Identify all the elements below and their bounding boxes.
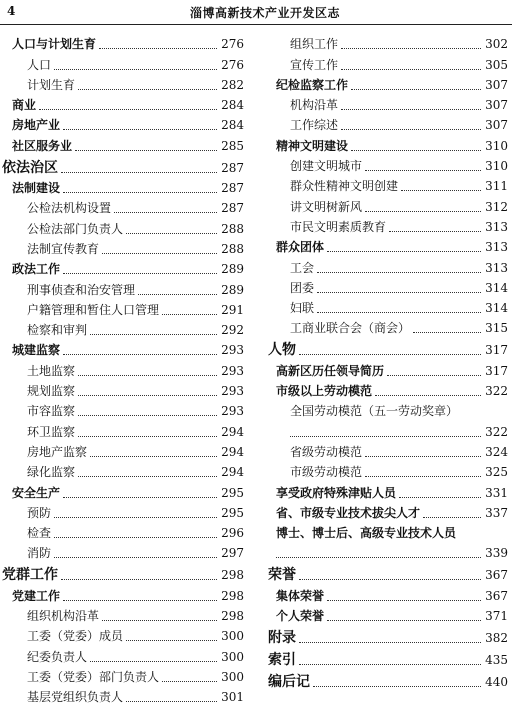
toc-entry: [262, 603, 508, 623]
toc-leader-dots: [63, 273, 217, 274]
toc-entry-title: 编后记: [268, 674, 310, 691]
toc-entry-page: 285: [221, 138, 244, 153]
toc-leader-dots: [75, 150, 217, 151]
toc-leader-dots: [389, 231, 481, 232]
toc-entry-page: 382: [485, 631, 508, 646]
toc-entry-page: 313: [485, 240, 508, 255]
toc-entry-title: 个人荣誉: [276, 609, 325, 624]
toc-entry: [262, 295, 508, 315]
toc-left-column: [0, 31, 244, 704]
toc-entry-title: 妇联: [290, 301, 315, 316]
toc-leader-dots: [423, 517, 481, 518]
toc-leader-dots: [78, 395, 217, 396]
toc-leader-dots: [126, 701, 217, 702]
toc-leader-dots: [299, 579, 481, 580]
toc-entry: [0, 603, 244, 623]
toc-entry-title: 绿化监察: [27, 465, 76, 480]
toc-entry: [262, 51, 508, 71]
toc-entry-page: 284: [221, 118, 244, 133]
toc-entry-title: 公检法部门负责人: [27, 221, 124, 236]
toc-entry: [0, 337, 244, 357]
toc-entry: [0, 560, 244, 582]
toc-entry-title: 组织机构沿革: [27, 609, 100, 624]
toc-leader-dots: [317, 312, 481, 313]
toc-entry-title: 团委: [290, 280, 315, 295]
toc-entry-title: 户籍管理和暂住人口管理: [27, 302, 160, 317]
toc-entry-page: 307: [485, 77, 508, 92]
toc-entry-page: 287: [221, 160, 244, 175]
toc-entry: [0, 479, 244, 499]
toc-entry: [262, 582, 508, 602]
toc-entry-title: 预防: [27, 505, 52, 520]
toc-leader-dots: [61, 579, 217, 580]
toc-entry-page: 293: [221, 384, 244, 399]
toc-leader-dots: [327, 620, 481, 621]
toc-entry: [0, 317, 244, 337]
toc-leader-dots: [162, 314, 217, 315]
toc-leader-dots: [162, 681, 217, 682]
toc-entry-title: 人物: [268, 342, 296, 359]
toc-leader-dots: [413, 332, 481, 333]
toc-entry-page: 311: [485, 179, 508, 194]
toc-entry: [262, 153, 508, 173]
toc-entry-title: 市民文明素质教育: [290, 219, 387, 234]
toc-entry: [262, 72, 508, 92]
toc-entry-page: 337: [485, 505, 508, 520]
toc-entry-title: 全国劳动模范（五一劳动奖章）: [290, 404, 459, 419]
toc-entry-title: 工委（党委）部门负责人: [27, 669, 160, 684]
toc-leader-dots: [78, 436, 217, 437]
toc-entry-page: 315: [485, 321, 508, 336]
toc-leader-dots: [327, 251, 481, 252]
toc-entry: [262, 132, 508, 152]
toc-entry: [0, 540, 244, 560]
toc-leader-dots: [78, 89, 217, 90]
toc-entry-page: 339: [485, 546, 508, 561]
toc-leader-dots: [90, 456, 217, 457]
toc-leader-dots: [341, 129, 481, 130]
toc-entry-title: 群众性精神文明创建: [290, 179, 399, 194]
toc-entry-page: 322: [485, 384, 508, 399]
toc-entry: [262, 645, 508, 667]
toc-entry: [0, 378, 244, 398]
toc-entry-title: 荣誉: [268, 567, 296, 584]
toc-entry-title: 城建监察: [12, 343, 61, 358]
toc-entry-page: 293: [221, 343, 244, 358]
toc-entry: [0, 132, 244, 152]
toc-entry: [0, 215, 244, 235]
toc-entry: [262, 92, 508, 112]
toc-entry-title: 附录: [268, 630, 296, 647]
toc-leader-dots: [341, 48, 481, 49]
toc-entry-title: 高新区历任领导简历: [276, 363, 385, 378]
toc-leader-dots: [351, 89, 481, 90]
toc-entry: [0, 684, 244, 704]
toc-entry-page: 435: [485, 653, 508, 668]
toc-entry-page: 324: [485, 444, 508, 459]
toc-entry: [0, 664, 244, 684]
toc-entry: [262, 520, 508, 540]
toc-entry: [0, 500, 244, 520]
toc-entry: [262, 459, 508, 479]
toc-entry-title: 纪检监察工作: [276, 77, 349, 92]
toc-leader-dots: [401, 190, 481, 191]
toc-entry-page: 440: [485, 675, 508, 690]
toc-entry-page: 287: [221, 181, 244, 196]
toc-entry-title: 政法工作: [12, 262, 61, 277]
toc-entry-page: 314: [485, 301, 508, 316]
toc-entry-page: 325: [485, 465, 508, 480]
toc-entry: [262, 315, 508, 335]
toc-entry-title: 安全生产: [12, 485, 61, 500]
toc-entry-title: 创建文明城市: [290, 159, 363, 174]
toc-entry-title: 社区服务业: [12, 138, 73, 153]
toc-entry-page: 302: [485, 37, 508, 52]
toc-entry-title: 土地监察: [27, 363, 76, 378]
toc-entry: [0, 72, 244, 92]
toc-leader-dots: [90, 334, 217, 335]
toc-entry-page: 305: [485, 57, 508, 72]
toc-entry-page: 322: [485, 424, 508, 439]
toc-entry-page: 310: [485, 159, 508, 174]
toc-leader-dots: [63, 497, 217, 498]
toc-leader-dots: [290, 436, 481, 437]
toc-entry: [0, 112, 244, 132]
toc-entry-page: 293: [221, 363, 244, 378]
toc-entry-title: 集体荣誉: [276, 588, 325, 603]
toc-entry: [0, 357, 244, 377]
toc-entry-page: 276: [221, 37, 244, 52]
toc-entry-page: 294: [221, 465, 244, 480]
toc-entry-title: 公检法机构设置: [27, 201, 112, 216]
toc-entry: [262, 667, 508, 689]
toc-entry-page: 307: [485, 118, 508, 133]
toc-entry-title: 省级劳动模范: [290, 444, 363, 459]
toc-leader-dots: [317, 292, 481, 293]
toc-entry-title: 检查: [27, 526, 52, 541]
toc-entry: [0, 297, 244, 317]
toc-entry-title: 党群工作: [2, 567, 58, 584]
toc-entry: [262, 275, 508, 295]
toc-entry: [0, 276, 244, 296]
toc-entry-title: 市级以上劳动模范: [276, 384, 373, 399]
toc-leader-dots: [341, 69, 481, 70]
toc-entry-page: 296: [221, 526, 244, 541]
toc-entry-title: 房地产监察: [27, 444, 88, 459]
toc-leader-dots: [387, 375, 481, 376]
toc-entry-page: 276: [221, 57, 244, 72]
toc-entry-title: 市级劳动模范: [290, 465, 363, 480]
book-title: 淄博高新技术产业开发区志: [190, 6, 341, 20]
toc-entry-title: 工作综述: [290, 118, 339, 133]
toc-leader-dots: [90, 661, 217, 662]
toc-leader-dots: [54, 537, 217, 538]
toc-entry-title: 讲文明树新风: [290, 199, 363, 214]
toc-entry-page: 293: [221, 404, 244, 419]
toc-entry-title: 市容监察: [27, 404, 76, 419]
toc-entry: [0, 31, 244, 51]
toc-leader-dots: [276, 557, 481, 558]
toc-entry-title: 工委（党委）成员: [27, 629, 124, 644]
toc-entry: [262, 214, 508, 234]
toc-leader-dots: [327, 600, 481, 601]
toc-right-column: [262, 31, 508, 689]
toc-entry-page: 294: [221, 444, 244, 459]
toc-entry-title: 宣传工作: [290, 57, 339, 72]
toc-leader-dots: [299, 664, 481, 665]
toc-entry-page: 288: [221, 241, 244, 256]
toc-leader-dots: [351, 150, 481, 151]
toc-entry-page: 298: [221, 588, 244, 603]
toc-entry: [262, 398, 508, 418]
toc-entry-title: 环卫监察: [27, 424, 76, 439]
toc-entry-page: 367: [485, 588, 508, 603]
toc-leader-dots: [399, 497, 481, 498]
toc-entry-page: 295: [221, 505, 244, 520]
toc-entry: [262, 173, 508, 193]
toc-entry-page: 331: [485, 485, 508, 500]
toc-entry-title: 群众团体: [276, 240, 325, 255]
toc-leader-dots: [102, 620, 217, 621]
toc-entry-page: 295: [221, 485, 244, 500]
toc-entry-page: 298: [221, 609, 244, 624]
toc-leader-dots: [375, 395, 481, 396]
toc-leader-dots: [299, 642, 481, 643]
toc-entry: [262, 623, 508, 645]
toc-entry-page: 287: [221, 201, 244, 216]
toc-entry: [0, 643, 244, 663]
toc-entry: [0, 623, 244, 643]
toc-entry: [262, 418, 508, 438]
toc-entry: [0, 51, 244, 71]
toc-leader-dots: [365, 170, 481, 171]
toc-entry-page: 301: [221, 690, 244, 704]
toc-entry-title: 检察和审判: [27, 323, 88, 338]
toc-entry: [0, 153, 244, 175]
toc-entry: [0, 256, 244, 276]
toc-entry-title: 工商业联合会（商会）: [290, 321, 411, 336]
toc-entry: [262, 234, 508, 254]
toc-entry-title: 党建工作: [12, 588, 61, 603]
toc-entry-page: 284: [221, 98, 244, 113]
toc-entry: [262, 439, 508, 459]
toc-entry-page: 291: [221, 302, 244, 317]
toc-entry-title: 基层党组织负责人: [27, 690, 124, 704]
toc-leader-dots: [54, 557, 217, 558]
toc-entry: [262, 479, 508, 499]
toc-entry: [0, 459, 244, 479]
toc-entry-title: 工会: [290, 260, 315, 275]
toc-entry: [262, 560, 508, 582]
toc-entry-page: 300: [221, 669, 244, 684]
toc-leader-dots: [313, 686, 481, 687]
toc-entry: [262, 31, 508, 51]
toc-entry-page: 282: [221, 77, 244, 92]
toc-entry-title: 法制宣传教育: [27, 241, 100, 256]
toc-entry-page: 289: [221, 262, 244, 277]
toc-entry-page: 317: [485, 363, 508, 378]
toc-leader-dots: [63, 192, 217, 193]
toc-entry-page: 289: [221, 282, 244, 297]
page-header: [0, 0, 512, 25]
toc-leader-dots: [54, 517, 217, 518]
toc-entry-title: 省、市级专业技术拔尖人才: [276, 505, 421, 520]
toc-entry-page: 313: [485, 219, 508, 234]
toc-entry-title: 房地产业: [12, 118, 61, 133]
toc-entry-page: 297: [221, 546, 244, 561]
toc-entry-title: 博士、博士后、高级专业技术人员: [276, 526, 457, 541]
toc-entry: [0, 439, 244, 459]
toc-entry-page: 300: [221, 649, 244, 664]
toc-entry: [262, 193, 508, 213]
toc-entry: [262, 335, 508, 357]
toc-entry-page: 371: [485, 609, 508, 624]
toc-leader-dots: [78, 476, 217, 477]
toc-entry-page: 313: [485, 260, 508, 275]
toc-leader-dots: [54, 69, 217, 70]
toc-entry: [262, 540, 508, 560]
toc-leader-dots: [61, 172, 217, 173]
toc-entry-page: 314: [485, 280, 508, 295]
toc-entry: [0, 195, 244, 215]
toc-entry-title: 计划生育: [27, 77, 76, 92]
toc-entry-page: 300: [221, 629, 244, 644]
toc-entry-title: 机构沿革: [290, 98, 339, 113]
toc-entry-page: 288: [221, 221, 244, 236]
toc-entry-title: 人口与计划生育: [12, 37, 97, 52]
toc-leader-dots: [63, 600, 217, 601]
toc-entry-page: 307: [485, 98, 508, 113]
toc-leader-dots: [39, 109, 217, 110]
toc-entry: [262, 254, 508, 274]
toc-entry: [0, 92, 244, 112]
toc-entry-title: 纪委负责人: [27, 649, 88, 664]
page-number: 4: [7, 4, 16, 18]
toc-entry-title: 索引: [268, 652, 296, 669]
toc-entry-page: 312: [485, 199, 508, 214]
toc-entry-page: 367: [485, 568, 508, 583]
toc-leader-dots: [317, 272, 481, 273]
toc-leader-dots: [99, 48, 217, 49]
toc-entry-title: 消防: [27, 546, 52, 561]
toc-entry-title: 依法治区: [2, 159, 58, 176]
toc-leader-dots: [365, 456, 481, 457]
toc-entry-page: 292: [221, 323, 244, 338]
toc-leader-dots: [126, 640, 217, 641]
toc-entry-title: 人口: [27, 57, 52, 72]
toc-entry: [0, 175, 244, 195]
toc-entry-page: 298: [221, 568, 244, 583]
toc-leader-dots: [365, 476, 481, 477]
toc-entry-page: 310: [485, 138, 508, 153]
toc-entry: [0, 418, 244, 438]
toc-entry-title: 组织工作: [290, 37, 339, 52]
toc-leader-dots: [114, 212, 217, 213]
toc-entry: [262, 357, 508, 377]
toc-entry: [0, 582, 244, 602]
toc-entry-title: 精神文明建设: [276, 138, 349, 153]
toc-entry: [0, 520, 244, 540]
toc-entry: [0, 236, 244, 256]
toc-leader-dots: [365, 211, 481, 212]
toc-entry-title: 法制建设: [12, 181, 61, 196]
toc-leader-dots: [102, 253, 217, 254]
toc-leader-dots: [78, 375, 217, 376]
toc-entry-page: 294: [221, 424, 244, 439]
toc-entry: [262, 500, 508, 520]
toc-leader-dots: [138, 294, 217, 295]
toc-leader-dots: [299, 354, 481, 355]
toc-entry-title: 规划监察: [27, 384, 76, 399]
toc-entry: [262, 378, 508, 398]
toc-leader-dots: [126, 233, 217, 234]
toc-leader-dots: [63, 354, 217, 355]
toc-entry: [0, 398, 244, 418]
toc-entry-title: 享受政府特殊津贴人员: [276, 485, 397, 500]
toc-leader-dots: [341, 109, 481, 110]
toc-entry-title: 刑事侦查和治安管理: [27, 282, 136, 297]
toc-leader-dots: [63, 129, 217, 130]
toc-entry-page: 317: [485, 343, 508, 358]
toc-entry: [262, 112, 508, 132]
toc-leader-dots: [78, 415, 217, 416]
toc-entry-title: 商业: [12, 98, 37, 113]
